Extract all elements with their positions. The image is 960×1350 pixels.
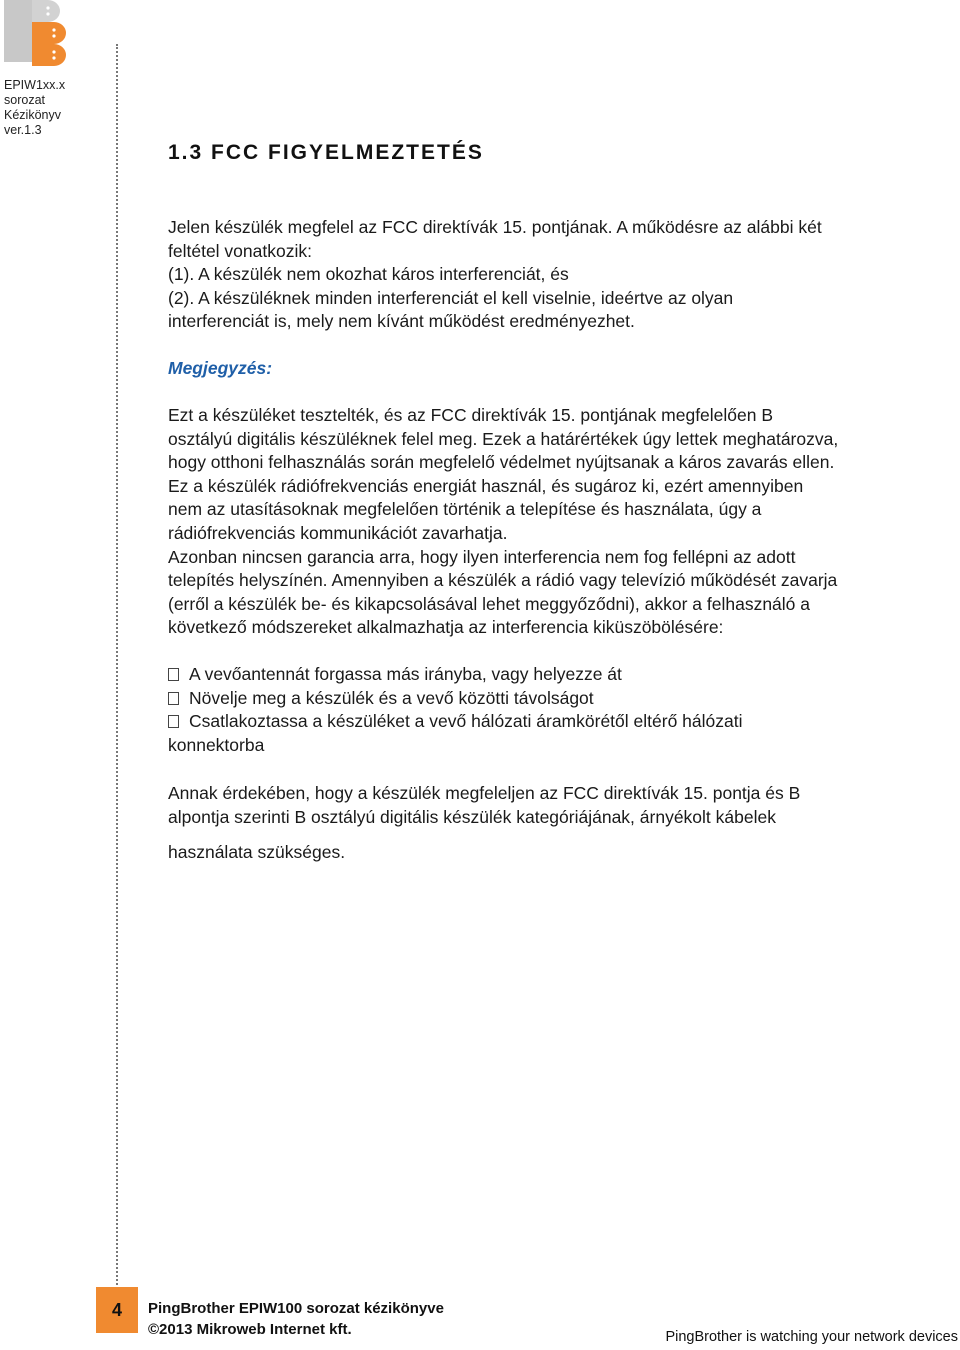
dotted-divider: [116, 44, 118, 1304]
text-line: (1). A készülék nem okozhat káros interferenciát, és: [168, 264, 569, 285]
footer-copyright: ©2013 Mikroweb Internet kft.: [148, 1321, 352, 1338]
list-item-text: Növelje meg a készülék és a vevő közötti távolságot: [189, 687, 594, 708]
text-line: Azonban nincsen garancia arra, hogy ilyen interferencia nem fog fellépni az adott: [168, 546, 796, 567]
list-item: [168, 710, 958, 734]
closing-paragraph: [168, 782, 958, 865]
list-item: [168, 687, 958, 711]
page-number: 4: [96, 1287, 138, 1333]
list-item: [168, 663, 958, 687]
text-line: Ez a készülék rádiófrekvenciás energiát használ, és sugároz ki, ezért amennyiben: [168, 475, 804, 496]
footer-tagline: PingBrother is watching your network devices: [665, 1329, 958, 1345]
text-line: interferenciát is, mely nem kívánt működést eredményezhet.: [168, 311, 635, 332]
text-line: rádiófrekvenciás kommunikációt zavarhatja.: [168, 522, 508, 543]
text-line: telepítés helyszínén. Amennyiben a készülék a rádió vagy televízió működését zavarja: [168, 570, 838, 591]
pingbrother-logo: [4, 0, 68, 72]
sidebar-line: sorozat: [4, 93, 45, 107]
sidebar-line: EPIW1xx.x: [4, 78, 66, 92]
list-item-continuation: konnektorba: [168, 734, 265, 755]
note-paragraph: [168, 404, 958, 640]
checkbox-bullet-icon: [168, 715, 179, 728]
text-line: Annak érdekében, hogy a készülék megfeleljen az FCC direktívák 15. pontja és B: [168, 783, 801, 803]
text-line: hogy otthoni felhasználás során megfelelő védelmet nyújtsanak a káros zavarás ellen.: [168, 452, 835, 473]
text-line: Jelen készülék megfelel az FCC direktívák 15. pontjának. A működésre az alábbi két: [168, 217, 822, 237]
sidebar-line: Kézikönyv: [4, 108, 61, 122]
text-line: használata szükséges.: [168, 842, 346, 863]
text-line: feltétel vonatkozik:: [168, 240, 312, 261]
checkbox-bullet-icon: [168, 692, 179, 705]
section-heading: 1.3 FCC FIGYELMEZTETÉS: [168, 141, 484, 164]
footer-info: [148, 1298, 444, 1340]
text-line: osztályú digitális készüléknek felel meg. Ezek a határértékek úgy lettek meghatározva,: [168, 428, 839, 449]
list-item-text: Csatlakoztassa a készüléket a vevő hálózati áramkörétől eltérő hálózati: [189, 711, 743, 732]
note-label: Megjegyzés:: [168, 358, 273, 378]
checkbox-bullet-icon: [168, 668, 179, 681]
text-line: Ezt a készüléket tesztelték, és az FCC direktívák 15. pontjának megfelelően B: [168, 405, 774, 425]
intro-paragraph: [168, 216, 958, 334]
sidebar-line: ver.1.3: [4, 123, 42, 137]
text-line: következő módszereket alkalmazhatja az interferencia kiküszöbölésére:: [168, 617, 724, 638]
bullet-list: [168, 663, 958, 757]
text-line: (2). A készüléknek minden interferenciát el kell viselnie, ideértve az olyan: [168, 287, 734, 308]
text-line: nem az utasításoknak megfelelően történik a telepítése és használata, úgy a: [168, 499, 762, 520]
text-line: (erről a készülék be- és kikapcsolásával lehet meggyőződni), akkor a felhasználó a: [168, 593, 810, 614]
text-line: alpontja szerinti B osztályú digitális készülék kategóriájának, árnyékolt kábelek: [168, 806, 776, 827]
sidebar-meta: [4, 78, 65, 138]
footer-title: PingBrother EPIW100 sorozat kézikönyve: [148, 1300, 444, 1317]
list-item-text: A vevőantennát forgassa más irányba, vagy helyezze át: [189, 664, 622, 684]
